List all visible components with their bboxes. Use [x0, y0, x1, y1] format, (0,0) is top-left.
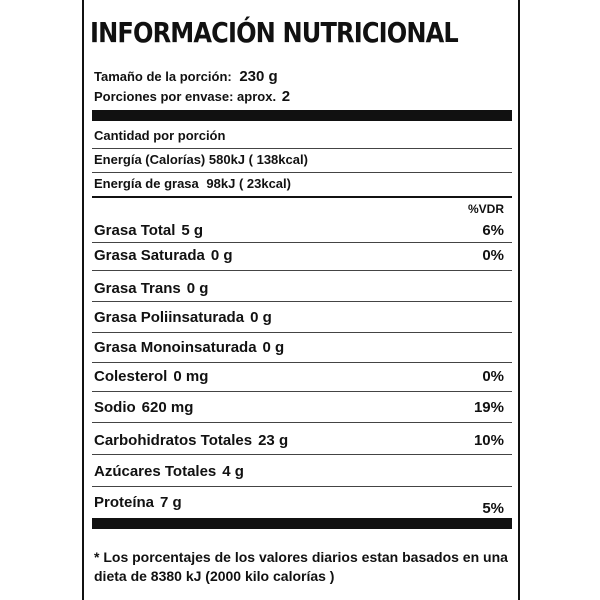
label-title: INFORMACIÓN NUTRICIONAL: [90, 16, 458, 49]
amount-per-serving: Cantidad por porción: [94, 128, 226, 143]
nutrient-row: [94, 368, 208, 385]
nutrient-value: 5 g: [181, 222, 204, 239]
divider: [92, 196, 512, 198]
divider: [92, 270, 512, 271]
nutrient-row: [94, 463, 244, 480]
nutrient-vdr: 0%: [482, 368, 504, 385]
nutrient-value: 7 g: [160, 494, 182, 511]
nutrient-label: Azúcares Totales: [94, 463, 217, 480]
divider: [92, 242, 512, 243]
nutrient-label: Sodio: [94, 399, 136, 416]
energy-calories: [94, 152, 308, 167]
divider: [92, 172, 512, 173]
divider: [92, 362, 512, 363]
divider: [92, 454, 512, 455]
nutrition-label: [82, 0, 520, 600]
nutrient-value: 23 g: [258, 432, 289, 449]
nutrient-value: 0 g: [250, 309, 272, 326]
serving-size: [94, 68, 278, 85]
nutrient-row: [94, 309, 272, 326]
divider: [92, 332, 512, 333]
nutrient-label: Grasa Poliinsaturada: [94, 309, 245, 326]
energy-calories-label: Energía (Calorías): [94, 152, 206, 167]
nutrient-row: [94, 247, 233, 264]
nutrient-value: 0 g: [186, 280, 209, 297]
vdr-header: %VDR: [467, 202, 504, 216]
divider: [92, 422, 512, 423]
nutrient-vdr: 5%: [482, 500, 504, 517]
nutrient-row: [94, 494, 182, 511]
nutrient-row: [94, 222, 203, 239]
nutrient-label: Carbohidratos Totales: [94, 432, 253, 449]
nutrient-row: [94, 399, 193, 416]
nutrient-value: 0 g: [262, 339, 285, 356]
nutrient-row: [94, 339, 284, 356]
nutrient-value: 620 mg: [141, 399, 194, 416]
nutrient-row: [94, 432, 288, 449]
divider: [92, 486, 512, 487]
servings-per-container-label: Porciones por envase: aprox.: [94, 89, 277, 104]
nutrient-label: Grasa Trans: [94, 280, 181, 297]
nutrient-vdr: 6%: [482, 222, 504, 239]
serving-size-value: 230 g: [239, 68, 278, 85]
divider: [92, 391, 512, 392]
nutrient-vdr: 10%: [473, 432, 504, 449]
nutrient-vdr: 19%: [473, 399, 504, 416]
footnote: * Los porcentajes de los valores diarios estan basados en una dieta de 8380 kJ (2000 kilo calorías ): [94, 549, 508, 584]
nutrient-value: 0 g: [210, 247, 233, 264]
energy-fat: [94, 176, 291, 191]
energy-fat-label: Energía de grasa: [94, 176, 199, 191]
thick-divider-top: [92, 110, 512, 121]
thick-divider-bottom: [92, 518, 512, 529]
nutrient-value: 0 mg: [173, 368, 209, 385]
nutrient-row: [94, 280, 208, 297]
nutrient-vdr: 0%: [482, 247, 504, 264]
nutrient-value: 4 g: [222, 463, 244, 480]
energy-fat-value: 98kJ ( 23kcal): [206, 176, 291, 191]
nutrient-label: Colesterol: [94, 368, 168, 385]
nutrient-label: Grasa Saturada: [94, 247, 205, 264]
serving-size-label: Tamaño de la porción:: [94, 69, 232, 84]
servings-per-container-value: 2: [281, 88, 291, 105]
nutrient-label: Grasa Total: [94, 222, 176, 239]
servings-per-container: [94, 88, 290, 105]
nutrient-label: Proteína: [94, 494, 155, 511]
energy-calories-value: 580kJ ( 138kcal): [208, 152, 308, 167]
nutrient-label: Grasa Monoinsaturada: [94, 339, 257, 356]
divider: [92, 301, 512, 302]
divider: [92, 148, 512, 149]
